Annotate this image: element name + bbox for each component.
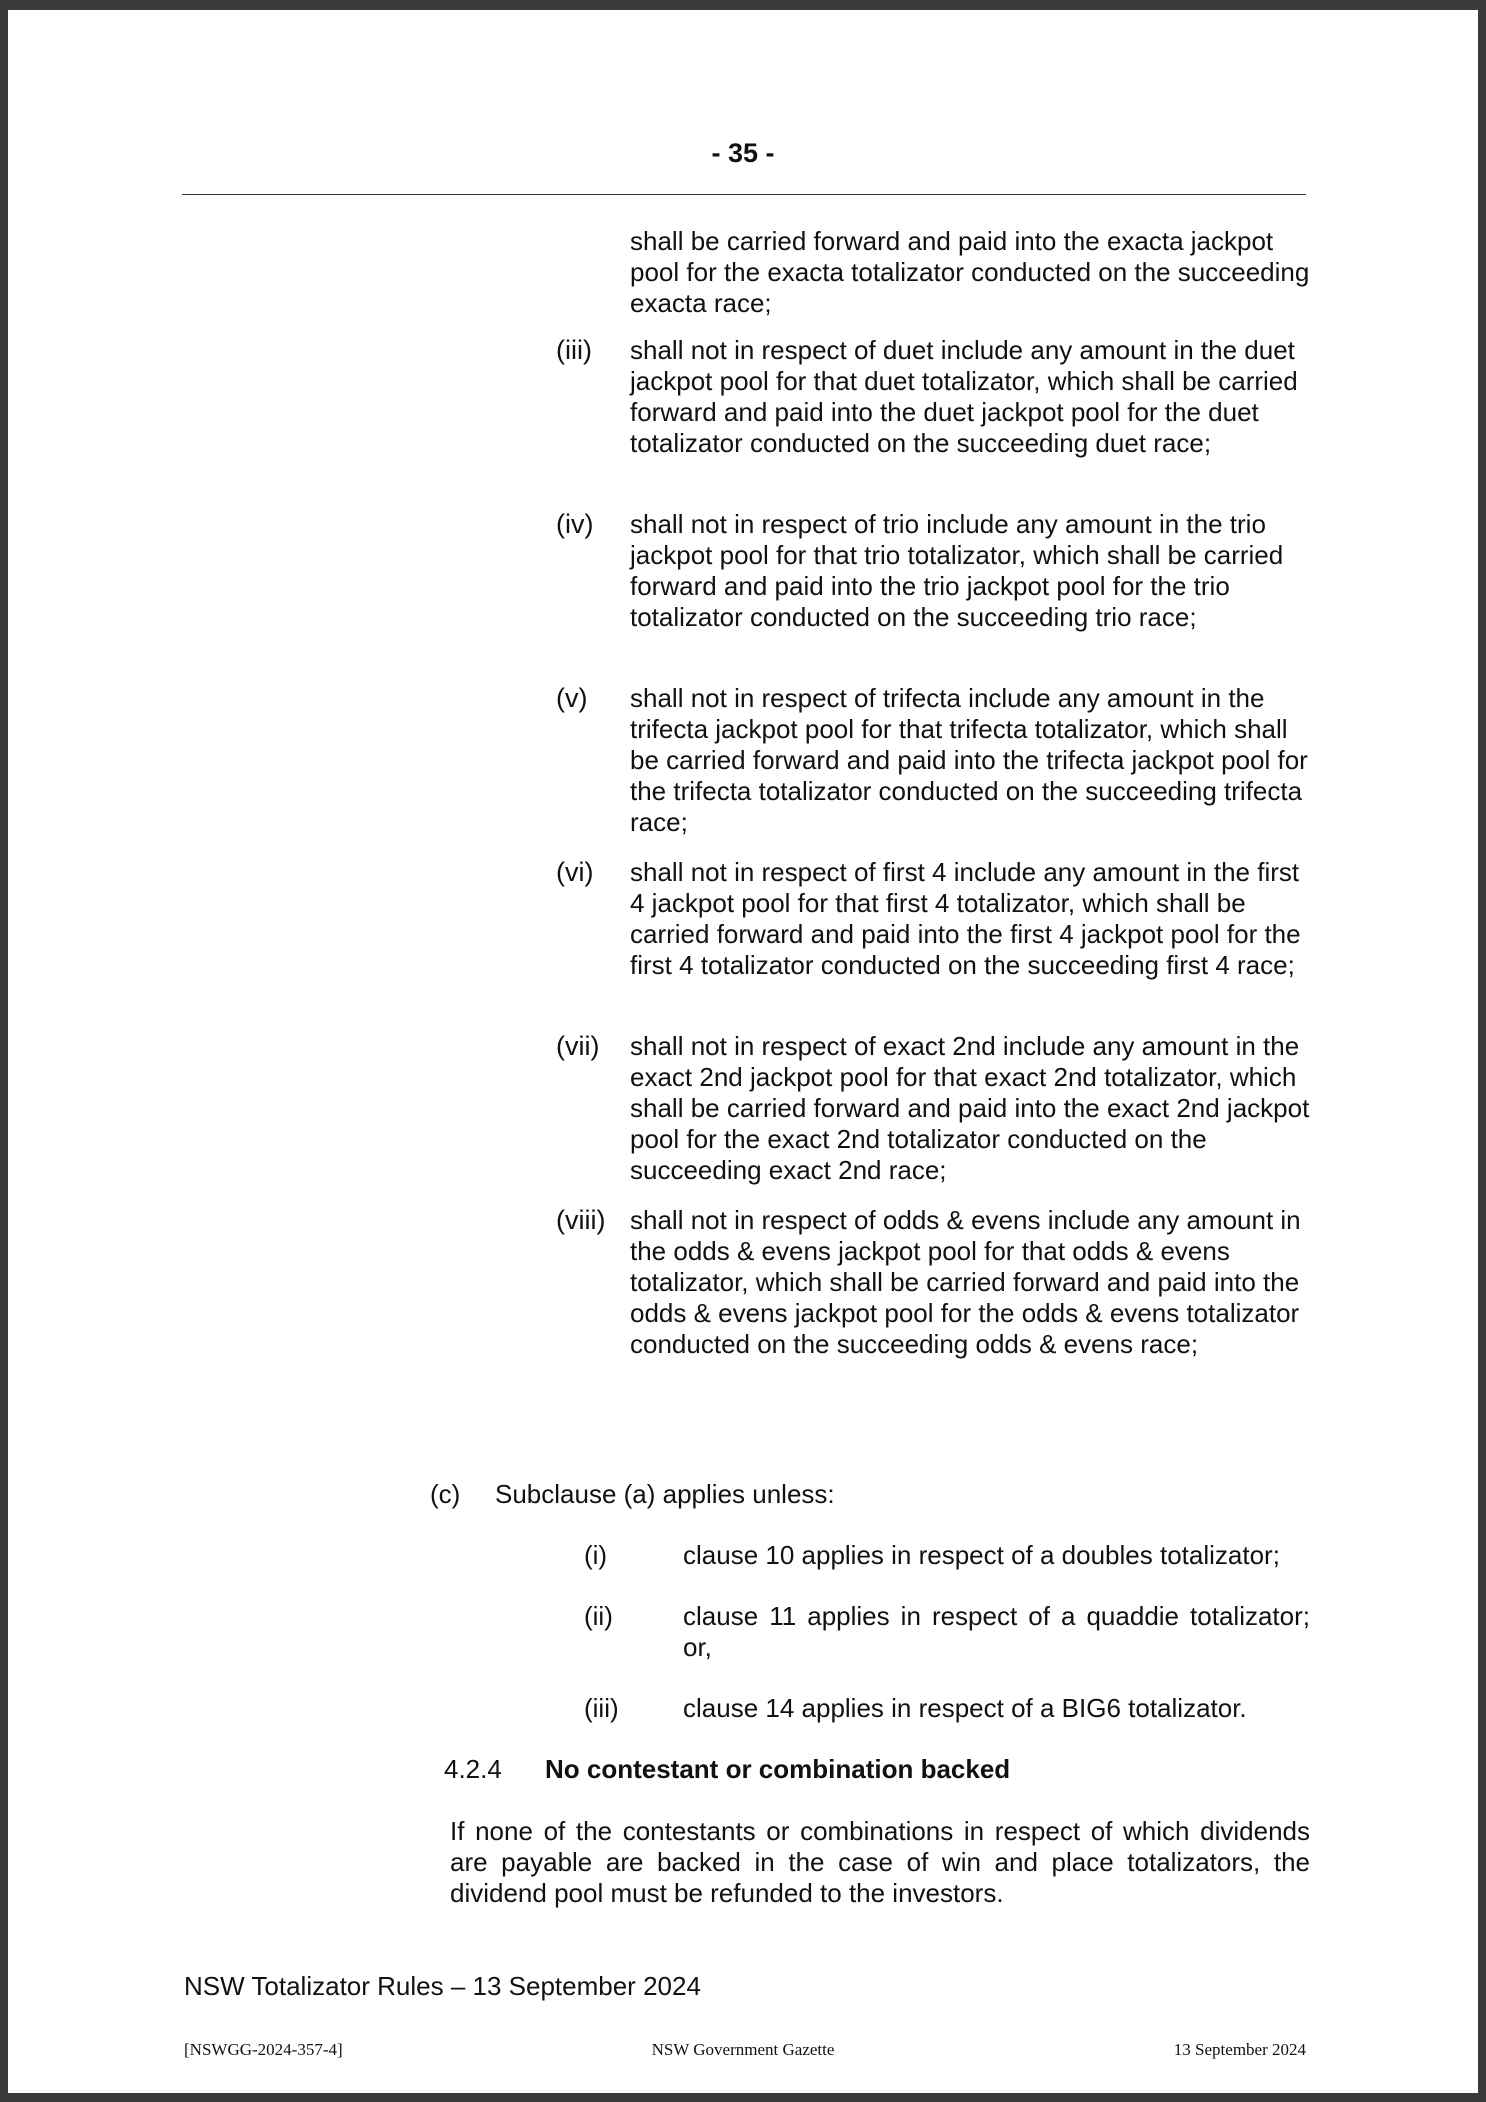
subitem-label-i: (i) [584,1540,608,1570]
section-number: 4.2.4 [444,1754,502,1784]
header-rule [182,194,1306,195]
item-text-iii: shall not in respect of duet include any amount in the duet jackpot pool for that duet totalizator, which shall be carried forward and paid into the duet jackpot pool for the duet totalizator conducted on the succeeding duet race; [630,335,1298,458]
item-label-vii: (vii) [556,1031,600,1061]
footer-title: NSW Totalizator Rules – 13 September 2024 [184,1971,701,2001]
item-text-viii: shall not in respect of odds & evens include any amount in the odds & evens jackpot pool for that odds & evens totalizator, which shall be carried forward and paid into the odds & evens jackpot pool for the odds & evens totalizator conducted on the succeeding odds & evens race; [630,1205,1301,1359]
item-label-iii: (iii) [556,335,592,365]
clause-c-label: (c) [430,1479,461,1509]
item-text-iv: shall not in respect of trio include any amount in the trio jackpot pool for that trio totalizator, which shall be carried forward and paid into the trio jackpot pool for the trio totalizator conducted on the succeeding trio race; [630,509,1284,632]
item-label-v: (v) [556,683,588,713]
section-paragraph: If none of the contestants or combinations in respect of which dividends are payable are backed in the case of win and place totalizators, the dividend pool must be refunded to the investors. [450,1816,1310,1908]
gazette-name: NSW Government Gazette [651,2040,835,2059]
subitem-label-ii: (ii) [584,1601,613,1631]
subitem-text-ii: clause 11 applies in respect of a quaddie totalizator; or, [683,1601,1310,1662]
page-number: - 35 - [711,138,775,168]
item-label-viii: (viii) [556,1205,606,1235]
item-text-v: shall not in respect of trifecta include any amount in the trifecta jackpot pool for that trifecta totalizator, which shall be carried forward and paid into the trifecta jackpot pool for the trifecta totalizator conducted on the succeeding trifecta race; [630,683,1308,837]
subitem-text-iii: clause 14 applies in respect of a BIG6 totalizator. [683,1693,1247,1723]
gazette-reference: [NSWGG-2024-357-4] [184,2040,343,2059]
item-text-vii: shall not in respect of exact 2nd include any amount in the exact 2nd jackpot pool for that exact 2nd totalizator, which shall be carried forward and paid into the exact 2nd jackpot pool for the exact 2nd totalizator conducted on the succeeding exact 2nd race; [630,1031,1310,1185]
item-label-iv: (iv) [556,509,594,539]
clause-c-text: Subclause (a) applies unless: [495,1479,835,1509]
section-title: No contestant or combination backed [545,1754,1011,1784]
subitem-text-i: clause 10 applies in respect of a doubles totalizator; [683,1540,1280,1570]
subitem-label-iii: (iii) [584,1693,619,1723]
continuation-text: shall be carried forward and paid into the exacta jackpot pool for the exacta totalizator conducted on the succeeding exacta race; [630,226,1310,318]
item-text-vi: shall not in respect of first 4 include any amount in the first 4 jackpot pool for that first 4 totalizator, which shall be carried forward and paid into the first 4 jackpot pool for the first 4 totalizator conducted on the succeeding first 4 race; [630,857,1301,980]
item-label-vi: (vi) [556,857,594,887]
document-page [8,10,1478,2093]
gazette-date: 13 September 2024 [1173,2040,1306,2059]
